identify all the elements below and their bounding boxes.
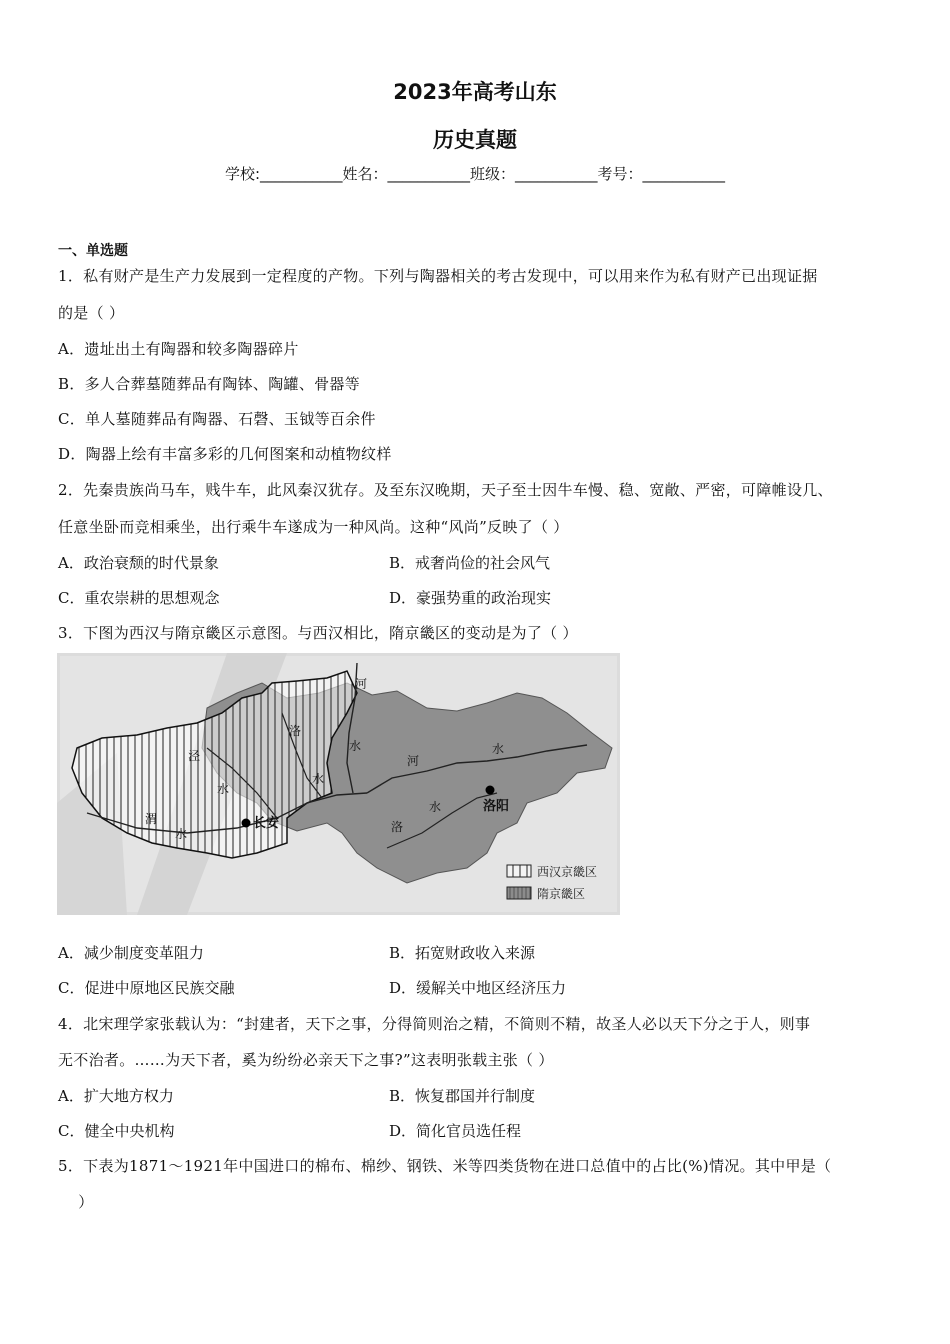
q1-stem-line1: 1．私有财产是生产力发展到一定程度的产物。下列与陶器相关的考古发现中，可以用来作为私有财产已出现证据 (58, 267, 818, 285)
q1-option-d: D．陶器上绘有丰富多彩的几何图案和动植物纹样 (58, 445, 392, 463)
capital-region-map (57, 653, 620, 915)
q1-stem-line2: 的是（ ） (58, 304, 125, 322)
map-label-changan: 长安 (253, 816, 280, 831)
luoyang-marker (486, 786, 495, 795)
q3-option-a: A．减少制度变革阻力 (58, 944, 204, 962)
q4-option-d: D．简化官员选任程 (389, 1122, 522, 1140)
map-label-shui-s: 水 (429, 800, 442, 814)
q4-option-b: B．恢复郡国并行制度 (389, 1087, 536, 1105)
exam-subtitle: 历史真题 (433, 128, 517, 152)
map-label-shui-w: 水 (175, 827, 188, 841)
map-label-jing: 泾 (188, 749, 201, 763)
map-label-luoyang: 洛阳 (483, 799, 510, 814)
student-info-line: 学校:___________姓名：___________班级：___________考号：___________ (224, 165, 726, 183)
map-label-he-e: 河 (407, 754, 420, 768)
q3-option-d: D．缓解关中地区经济压力 (389, 979, 567, 997)
map-label-wei: 渭 (145, 812, 158, 826)
legend-han-swatch (507, 865, 531, 877)
map-label-luo-s: 洛 (391, 820, 404, 834)
legend-sui-swatch (507, 887, 531, 899)
q2-option-d: D．豪强势重的政治现实 (389, 589, 552, 607)
map-label-shui-e: 水 (492, 742, 505, 756)
q4-stem-line1: 4．北宋理学家张载认为：“封建者，天下之事，分得简则治之精，不简则不精，故圣人必以天下分之于人，则事 (58, 1015, 811, 1033)
q3-stem: 3．下图为西汉与隋京畿区示意图。与西汉相比，隋京畿区的变动是为了（ ） (58, 624, 578, 642)
q2-option-b: B．戒奢尚俭的社会风气 (389, 554, 551, 572)
q1-option-b: B．多人合葬墓随葬品有陶钵、陶罐、骨器等 (58, 375, 361, 393)
q2-stem-line2: 任意坐卧而竞相乘坐，出行乘牛车遂成为一种风尚。这种“风尚”反映了（ ） (58, 518, 569, 536)
q2-option-a: A．政治衰颓的时代景象 (58, 554, 219, 572)
changan-marker (242, 819, 251, 828)
q1-option-c: C．单人墓随葬品有陶器、石磬、玉钺等百余件 (58, 410, 376, 428)
q3-option-c: C．促进中原地区民族交融 (58, 979, 235, 997)
exam-title: 2023年高考山东 (393, 80, 557, 104)
map-label-shui-j: 水 (312, 772, 325, 786)
q4-option-c: C．健全中央机构 (58, 1122, 175, 1140)
q2-option-c: C．重农崇耕的思想观念 (58, 589, 220, 607)
q3-option-b: B．拓宽财政收入来源 (389, 944, 536, 962)
q4-stem-line2: 无不治者。……为天下者，奚为纷纷必亲天下之事?”这表明张载主张（ ） (58, 1051, 554, 1069)
q4-option-a: A．扩大地方权力 (58, 1087, 174, 1105)
map-label-he-top: 河 (355, 677, 368, 691)
map-label-shui-n: 水 (349, 739, 362, 753)
q1-option-a: A．遗址出土有陶器和较多陶器碎片 (58, 340, 299, 358)
section-title: 一、单选题 (58, 243, 128, 259)
q5-stem-line1: 5．下表为1871～1921年中国进口的棉布、棉纱、钢铁、米等四类货物在进口总值中的占比(%)情况。其中甲是（ (58, 1157, 832, 1175)
map-label-shui-c: 水 (217, 782, 230, 796)
q2-stem-line1: 2．先秦贵族尚马车，贱牛车，此风秦汉犹存。及至东汉晚期，天子至士因牛车慢、稳、宽敞、严密，可障帷设几、 (58, 481, 833, 499)
legend-sui-label: 隋京畿区 (537, 887, 586, 901)
map-label-luo: 洛 (289, 724, 302, 738)
q5-stem-line2: ） (58, 1193, 94, 1211)
legend-han-label: 西汉京畿区 (537, 865, 598, 879)
